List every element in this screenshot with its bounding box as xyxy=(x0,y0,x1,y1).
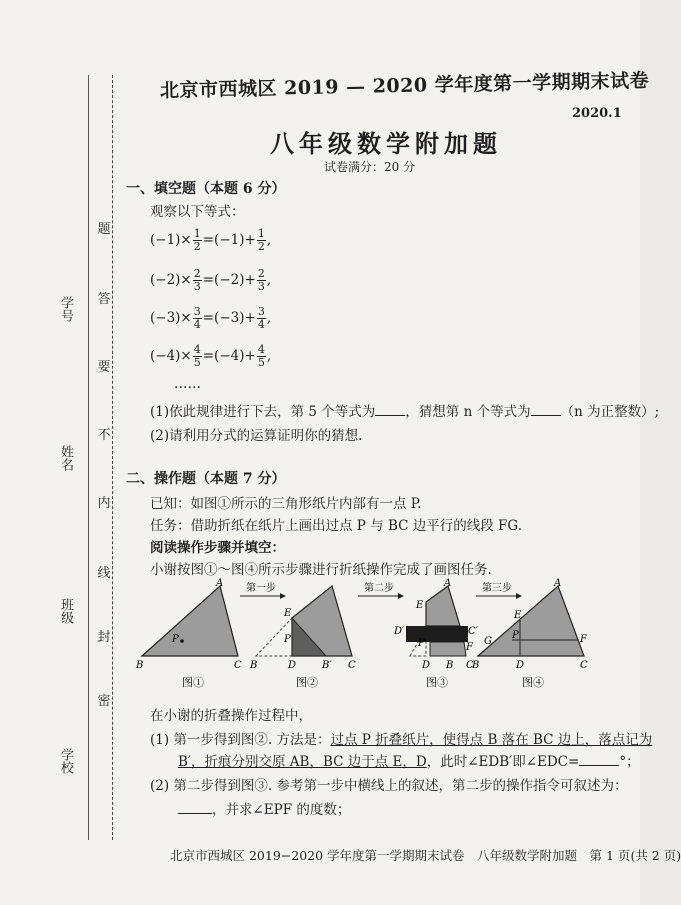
label-d: D xyxy=(422,660,431,671)
denominator: 4 xyxy=(193,318,201,331)
label-d-prime: D′ xyxy=(394,626,405,637)
eq-part: (−1)× xyxy=(150,232,192,248)
label-e: E xyxy=(514,610,522,621)
numerator: 3 xyxy=(257,305,265,318)
answer-blank[interactable] xyxy=(375,415,405,416)
label-e: E xyxy=(284,608,292,619)
step-3: 第三步 xyxy=(482,583,512,594)
figure1-triangle xyxy=(142,586,238,656)
underlined-text: 过点 P 折叠纸片，使得点 B 落在 BC 边上，落点记为 xyxy=(330,732,653,748)
point-p xyxy=(180,639,184,643)
notice-char: 封 xyxy=(97,630,111,645)
label-e: E xyxy=(416,600,424,611)
label-p: P xyxy=(284,634,291,645)
numerator: 1 xyxy=(193,227,201,240)
label-p: P xyxy=(172,634,179,645)
fraction xyxy=(257,306,266,331)
caption-fig2: 图② xyxy=(296,676,318,689)
section2-task: 任务：借助折纸在纸片上画出过点 P 与 BC 边平行的线段 FG. xyxy=(150,518,523,534)
field-label: 姓名 xyxy=(58,445,73,471)
eq-part: =(−4)+ xyxy=(202,348,256,364)
field-label: 学校 xyxy=(58,748,73,774)
section2-heading: 二、操作题（本题 7 分） xyxy=(126,471,286,487)
denominator: 2 xyxy=(193,240,201,253)
equation-4 xyxy=(150,344,271,369)
caption-fig1: 图① xyxy=(182,676,204,689)
numerator: 1 xyxy=(257,227,265,240)
label-c: C xyxy=(580,660,588,671)
paper-subtitle: 八年级数学附加题 xyxy=(270,129,502,158)
notice-char: 答 xyxy=(97,292,111,307)
eq-part: , xyxy=(266,272,272,288)
label-c: C xyxy=(234,660,242,671)
answer-blank[interactable] xyxy=(579,765,619,766)
part-1-line-2 xyxy=(178,750,640,770)
part-1-line-1 xyxy=(150,728,652,748)
label-c: C xyxy=(466,660,474,671)
label-b-prime: B′ xyxy=(322,660,332,671)
answer-blank[interactable] xyxy=(531,415,561,416)
field-label: 学号 xyxy=(58,296,73,322)
page-footer: 北京市西城区 2019−2020 学年度第一学期期末试卷 八年级数学附加题 第 1 页(共 2 页) xyxy=(170,848,681,863)
equation-3 xyxy=(150,306,271,331)
fraction xyxy=(193,228,202,253)
margin-line xyxy=(88,75,89,840)
label-a: A xyxy=(444,578,452,589)
exam-date: 2020.1 xyxy=(572,106,622,121)
fraction xyxy=(193,344,202,369)
section1-heading: 一、填空题（本题 6 分） xyxy=(126,181,286,197)
notice-char: 内 xyxy=(97,496,111,511)
caption-fig4: 图④ xyxy=(522,676,544,689)
label-a: A xyxy=(554,578,562,589)
field-label: 班级 xyxy=(58,598,73,624)
eq-part: , xyxy=(266,310,272,326)
field-student-id xyxy=(56,296,72,322)
step-2: 第二步 xyxy=(364,583,394,594)
denominator: 3 xyxy=(193,280,201,293)
q-text: (1) 第一步得到图②. 方法是： xyxy=(150,732,331,748)
numerator: 2 xyxy=(257,267,265,280)
q-text: ，猜想第 n 个等式为 xyxy=(405,404,531,420)
notice-char: 密 xyxy=(97,694,111,709)
notice-char: 题 xyxy=(97,222,111,237)
q-text: ，此时∠EDB′即∠EDC= xyxy=(426,754,580,770)
label-b: B xyxy=(136,660,144,671)
answer-blank[interactable] xyxy=(178,813,212,814)
section2-known: 已知：如图①所示的三角形纸片内部有一点 P. xyxy=(150,496,422,512)
field-school xyxy=(56,748,72,774)
field-class xyxy=(56,598,72,624)
label-d: D xyxy=(288,660,297,671)
label-p: P xyxy=(512,630,519,641)
q-text: °； xyxy=(619,754,640,770)
eq-part: (−3)× xyxy=(150,310,192,326)
part-2-line-1: (2) 第二步得到图③. 参考第一步中横线上的叙述，第二步的操作指令可叙述为： xyxy=(150,778,628,794)
numerator: 3 xyxy=(193,305,201,318)
label-f: F xyxy=(466,642,473,653)
q-text: （n 为正整数）; xyxy=(560,404,660,420)
step-1: 第一步 xyxy=(246,583,276,594)
eq-part: (−2)× xyxy=(150,272,192,288)
label-b: B xyxy=(446,660,454,671)
eq-part: =(−2)+ xyxy=(202,272,256,288)
label-d: D xyxy=(516,660,525,671)
numerator: 4 xyxy=(257,343,265,356)
label-g: G xyxy=(484,636,492,647)
arrow-head xyxy=(516,593,522,599)
q-text: ，并求∠EPF 的度数； xyxy=(212,802,351,818)
section2-intro: 小谢按图①～图④所示步骤进行折纸操作完成了画图任务. xyxy=(150,562,492,578)
folding-figures xyxy=(130,578,600,690)
figure3-paper-top xyxy=(426,586,460,626)
ellipsis: …… xyxy=(174,376,201,392)
q-text: (1)依此规律进行下去，第 5 个等式为 xyxy=(150,404,376,420)
section2-read: 阅读操作步骤并填空： xyxy=(150,540,285,556)
fraction xyxy=(257,228,266,253)
figure3-paper-bottom xyxy=(430,642,466,656)
fraction xyxy=(257,268,266,293)
notice-char: 不 xyxy=(97,428,111,443)
numerator: 2 xyxy=(193,267,201,280)
denominator: 3 xyxy=(257,280,265,293)
numerator: 4 xyxy=(193,343,201,356)
denominator: 5 xyxy=(193,356,201,369)
label-c-prime: C′ xyxy=(468,626,478,637)
denominator: 2 xyxy=(257,240,265,253)
label-p: P xyxy=(418,638,425,649)
label-b: B xyxy=(250,660,258,671)
eq-part: , xyxy=(266,232,272,248)
fraction xyxy=(193,268,202,293)
process-intro: 在小谢的折叠操作过程中， xyxy=(150,708,312,724)
part-2-line-2 xyxy=(178,798,350,818)
equation-1 xyxy=(150,228,271,253)
arrow-head xyxy=(398,593,404,599)
eq-part: =(−3)+ xyxy=(202,310,256,326)
denominator: 4 xyxy=(257,318,265,331)
denominator: 5 xyxy=(257,356,265,369)
eq-part: , xyxy=(266,348,272,364)
figure3-fold-band xyxy=(406,626,468,642)
eq-part: (−4)× xyxy=(150,348,192,364)
label-b: B xyxy=(472,660,480,671)
label-f: F xyxy=(580,634,587,645)
arrow-head xyxy=(280,593,286,599)
notice-char: 线 xyxy=(97,566,111,581)
label-a: A xyxy=(216,578,224,589)
eq-part: =(−1)+ xyxy=(202,232,256,248)
underlined-text: B′，折痕分别交原 AB，BC 边于点 E，D xyxy=(178,754,427,770)
question-1-1 xyxy=(150,400,659,420)
exam-title: 北京市西城区 2019 — 2020 学年度第一学期期末试卷 xyxy=(159,69,650,102)
field-name xyxy=(56,445,72,471)
fraction xyxy=(193,306,202,331)
section1-intro: 观察以下等式： xyxy=(150,204,245,220)
caption-fig3: 图③ xyxy=(426,676,448,689)
fraction xyxy=(257,344,266,369)
label-c: C xyxy=(348,660,356,671)
seal-dashed-line xyxy=(112,75,113,840)
full-score: 试卷满分：20 分 xyxy=(324,160,416,174)
question-1-2: (2)请利用分式的运算证明你的猜想. xyxy=(150,428,363,444)
equation-2 xyxy=(150,268,271,293)
notice-char: 要 xyxy=(97,360,111,375)
